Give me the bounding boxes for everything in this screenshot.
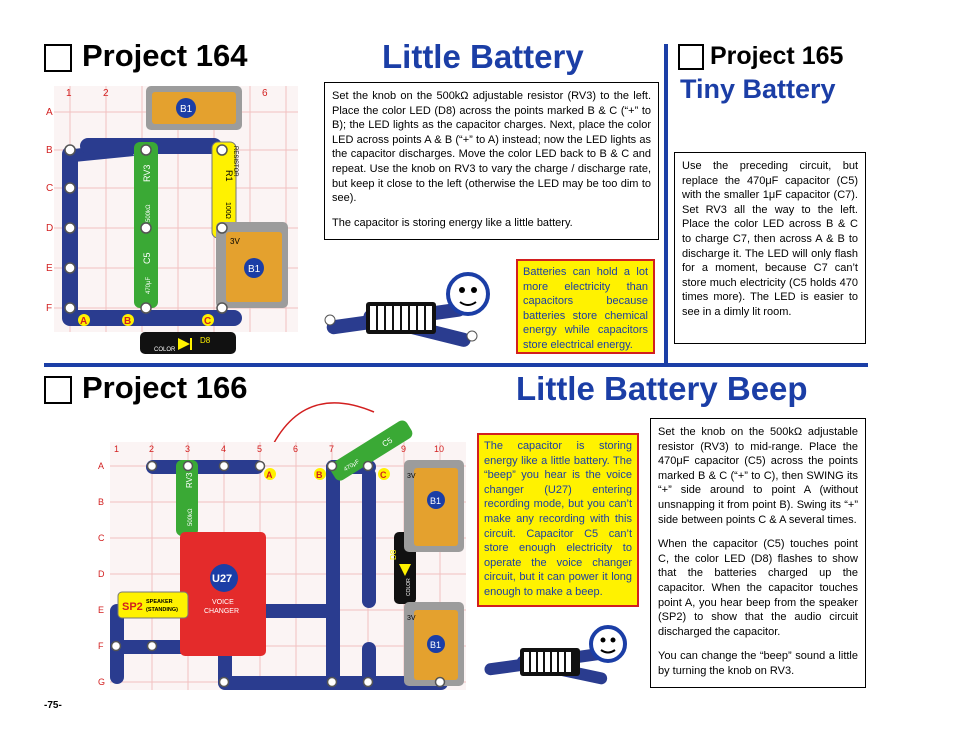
- p164-col-6: 6: [262, 88, 268, 99]
- project-165-number: Project 165: [710, 42, 844, 70]
- project-164-checkbox[interactable]: [44, 44, 72, 72]
- p164-3v-label: 3V: [230, 237, 240, 246]
- project-164-callout: Batteries can hold a lot more electricity than capacitors because batteries store chemical energy while capacitors store electrical energy.: [516, 259, 655, 354]
- project-165-checkbox[interactable]: [678, 44, 704, 70]
- p166-row-g: G: [98, 677, 106, 687]
- horizontal-divider: [44, 363, 868, 367]
- p164-point-c: C: [204, 316, 212, 327]
- p166-col-2: 2: [149, 444, 155, 454]
- project-166-checkbox[interactable]: [44, 376, 72, 404]
- p166-u27-label: U27: [212, 573, 233, 585]
- p166-col-5: 5: [257, 444, 263, 454]
- p164-row-f: F: [46, 303, 53, 314]
- p166-d8-label: D8: [389, 549, 398, 560]
- p164-text-2: The capacitor is storing energy like a little battery.: [332, 216, 573, 229]
- p166-text-2: When the capacitor (C5) touches point C, the color LED (D8) flashes to show that the batteries charged up the capacitor. When the capacitor touches point A, you hear beep from the speaker (SP2) to show that the audio circuit discharged the capacitor.: [658, 538, 858, 638]
- p166-sp2-sub1: SPEAKER: [146, 599, 173, 605]
- p166-b1a-label: B1: [430, 496, 442, 506]
- p166-text-3: You can change the “beep” sound a little by turning the knob on RV3.: [658, 650, 858, 677]
- p164-c5-label: C5: [142, 252, 152, 264]
- p166-3vb-label: 3V: [407, 615, 416, 622]
- p164-text-1: Set the knob on the 500kΩ adjustable resistor (RV3) to the left. Place the color LED (D8) across the points marked B & C (“+” to B); the LED lights as the capacitor charges. Next, place the color LED across points A & B (“+” to A) instead; now the LED lights as the capacitor discharges. Move the color LED back to B & C and repeat. Use the knob on RV3 to vary the charge / discharge rate, but keep it close to the left (otherwise the LED may be too dim to see).: [332, 90, 651, 205]
- project-166-title: Little Battery Beep: [516, 370, 808, 407]
- project-164-circuit: [40, 82, 298, 357]
- project-164-description: [324, 82, 659, 240]
- p166-col-4: 4: [221, 444, 227, 454]
- page-number: -75-: [44, 700, 62, 711]
- p166-point-b: B: [316, 470, 323, 480]
- p166-u27-sub1: VOICE: [212, 599, 234, 606]
- p164-col-1: 1: [66, 88, 72, 99]
- project-166-callout: The capacitor is storing energy like a little battery. The “beep” you hear is the voice changer (U27) entering recording mode, but you can’t make any recording with this circuit. Capacitor C5 can’t store enough electricity to operate the voice changer circuit, but it can power it long enough to make a beep.: [477, 433, 639, 607]
- p166-3va-label: 3V: [407, 473, 416, 480]
- p166-row-d: D: [98, 569, 105, 579]
- p166-col-7: 7: [329, 444, 335, 454]
- p166-point-a: A: [266, 470, 273, 480]
- p166-row-e: E: [98, 605, 105, 615]
- p166-col-10: 10: [434, 444, 445, 454]
- robot-mascot-166-icon: [482, 622, 640, 692]
- p164-d8-label: D8: [200, 336, 211, 345]
- p166-row-b: B: [98, 497, 105, 507]
- p164-row-d: D: [46, 223, 54, 234]
- p164-col-2: 2: [103, 88, 109, 99]
- project-166-number: Project 166: [82, 370, 248, 405]
- project-165-title: Tiny Battery: [680, 74, 836, 104]
- p164-d8-sub: COLOR: [154, 347, 176, 353]
- p164-rv3-label: RV3: [142, 164, 152, 182]
- p166-c5-label: C5: [380, 435, 395, 449]
- robot-mascot-icon: [322, 268, 507, 353]
- p166-rv3-val: 500kΩ: [188, 508, 194, 526]
- p164-row-a: A: [46, 107, 53, 118]
- p166-col-6: 6: [293, 444, 299, 454]
- p166-row-a: A: [98, 461, 105, 471]
- p166-col-3: 3: [185, 444, 191, 454]
- p166-rv3-label: RV3: [185, 472, 194, 488]
- p166-row-c: C: [98, 533, 105, 543]
- p166-sp2-sub2: (STANDING): [146, 607, 178, 613]
- p164-row-c: C: [46, 183, 54, 194]
- p166-text-1: Set the knob on the 500kΩ adjustable resistor (RV3) to mid-range. Place the 470μF capacitor (C5) across the points marked B & C (“+” to C), then SWING its “+” side around to point A (without unsnapping it from point B). Swing its “+” side between points C & A several times.: [658, 426, 858, 526]
- p164-point-b: B: [124, 316, 132, 327]
- project-165-description: Use the preceding circuit, but replace the 470μF capacitor (C5) with the smaller 1μF capacitor (C7). Set RV3 all the way to the left. Place the color LED across B & C to charge C7, then across A & B to discharge it. The LED will only flash for a moment, because C7 can’t store much electricity (C5 holds 470 times more). The LED is easier to see in a dimly lit room.: [674, 152, 866, 344]
- p164-c5-val: 470μF: [146, 276, 152, 294]
- p166-d8-sub: COLOR: [406, 578, 412, 596]
- p164-row-b: B: [46, 145, 53, 156]
- p166-point-c: C: [380, 470, 387, 480]
- p164-point-a: A: [80, 316, 88, 327]
- p166-row-f: F: [98, 641, 104, 651]
- p164-row-e: E: [46, 263, 53, 274]
- p164-b1b-label: B1: [248, 264, 261, 275]
- p164-r1-sub: RESISTOR: [232, 146, 238, 177]
- project-166-description: [650, 418, 866, 688]
- p164-r1-val: 100Ω: [224, 202, 231, 219]
- p164-rv3-val: 500kΩ: [146, 204, 152, 222]
- project-164-number: Project 164: [82, 38, 248, 73]
- p166-u27-sub2: CHANGER: [204, 608, 240, 615]
- p166-col-9: 9: [401, 444, 407, 454]
- p164-r1-label: R1: [224, 170, 234, 182]
- vertical-divider: [664, 44, 668, 364]
- p166-sp2-label: SP2: [122, 601, 143, 613]
- p166-b1b-label: B1: [430, 640, 442, 650]
- p166-c5-val: 470μF: [343, 458, 361, 474]
- p164-b1-label: B1: [180, 104, 193, 115]
- project-164-title: Little Battery: [382, 38, 584, 75]
- p166-col-1: 1: [114, 444, 120, 454]
- project-166-circuit: [94, 392, 466, 692]
